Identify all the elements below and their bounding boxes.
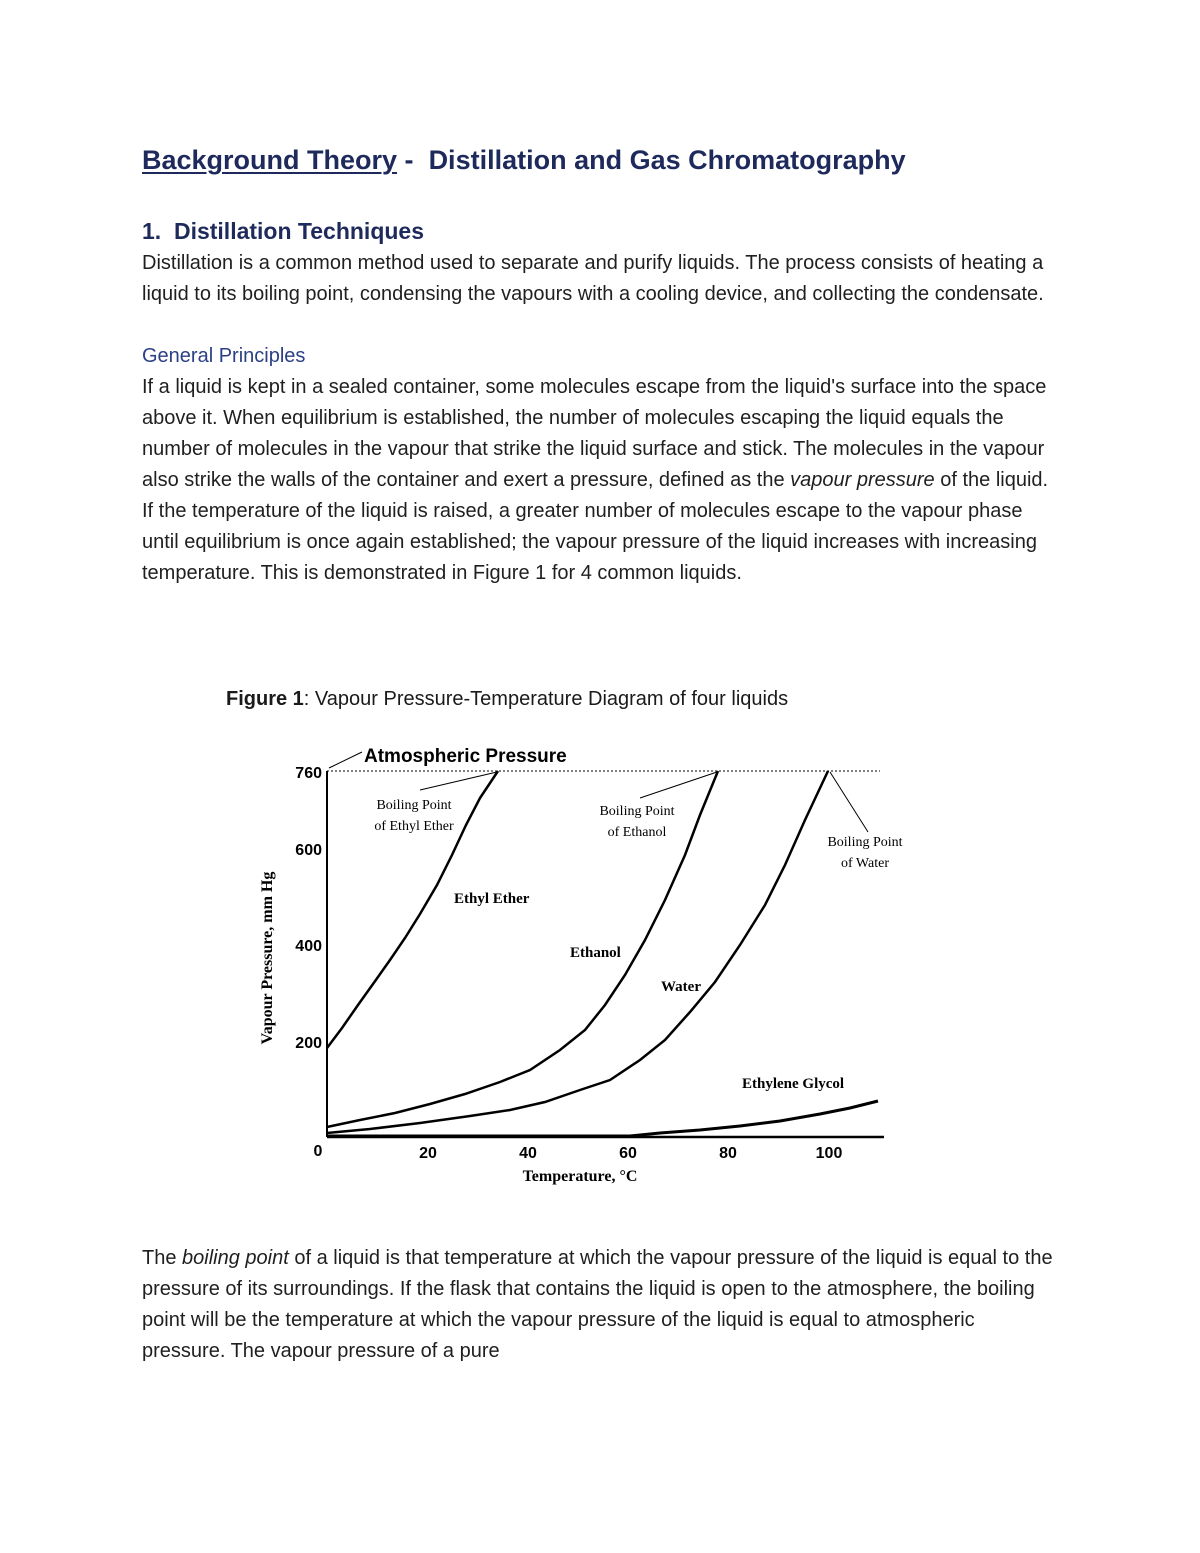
boiling-point-section: [142, 1243, 1062, 1367]
ethylene-glycol-series-label: Ethylene Glycol: [742, 1076, 845, 1092]
ethylene-glycol-curve: [327, 1101, 878, 1136]
atmospheric-label: Atmospheric Pressure: [364, 746, 567, 767]
y-axis-label: Vapour Pressure, mm Hg: [259, 871, 276, 1045]
title-separator: -: [397, 145, 422, 175]
bp-ether-label-2: of Ethyl Ether: [374, 819, 454, 834]
figure-label: Figure 1: [226, 688, 304, 710]
bp-ether-label-1: Boiling Point: [376, 798, 452, 813]
figure-caption: [142, 684, 1062, 714]
x-tick-20: 20: [419, 1145, 437, 1162]
page-title: [142, 138, 1062, 182]
vapour-pressure-chart: [240, 738, 920, 1198]
x-axis-label: Temperature, °C: [522, 1168, 638, 1185]
text-run: If a liquid is kept in a sealed container, some molecules escape from the liquid's surface into the space above it. When equilibrium is established, the number of molecules escaping the liquid equals the number of molecules in the vapour that strike the liquid surface and stick. The molecules in the vapour also strike the walls of the container and exert a pressure, defined as the: [142, 376, 1047, 491]
title-underlined: Background Theory: [142, 145, 398, 175]
ethyl-ether-series-label: Ethyl Ether: [454, 891, 530, 907]
y-tick-600: 600: [295, 842, 322, 859]
principles-paragraph: [142, 372, 1062, 589]
text-run: The: [142, 1247, 183, 1269]
y-tick-760: 760: [295, 765, 322, 782]
x-tick-100: 100: [815, 1145, 843, 1162]
bp-ether-pointer: [420, 772, 497, 790]
figure-caption-text: : Vapour Pressure-Temperature Diagram of four liquids: [303, 688, 789, 710]
text-run: of the liquid. If the temperature of the liquid is raised, a greater number of molecules escape to the vapour phase until equilibrium is once again established; the vapour pressure of the liquid increases with increasing temperature. This is demonstrated in Figure 1 for 4 common liquids.: [142, 469, 1049, 584]
title-rest: Distillation and Gas Chromatography: [428, 145, 906, 175]
ethanol-series-label: Ethanol: [570, 945, 621, 961]
document-page: [142, 138, 1062, 710]
x-tick-40: 40: [519, 1145, 537, 1162]
bp-ethanol-label-2: of Ethanol: [607, 825, 667, 840]
x-tick-60: 60: [619, 1145, 637, 1162]
boiling-point-paragraph: [142, 1243, 1062, 1367]
bp-ethanol-pointer: [640, 772, 717, 798]
atmospheric-pointer: [329, 752, 362, 768]
y-tick-400: 400: [295, 938, 322, 955]
bp-water-label-1: Boiling Point: [827, 835, 903, 850]
text-run: of a liquid is that temperature at which the vapour pressure of the liquid is equal to the pressure of its surroundings. If the flask that contains the liquid is open to the atmosphere, the boiling point will be the temperature at which the vapour pressure of the liquid is equal to atmospheric pressure. The vapour pressure of a pure: [142, 1247, 1053, 1362]
emphasis-term: boiling point: [182, 1247, 289, 1269]
x-tick-80: 80: [719, 1145, 737, 1162]
subsection-heading: General Principles: [142, 345, 306, 367]
section-heading: 1. Distillation Techniques: [142, 218, 425, 244]
intro-paragraph: Distillation is a common method used to separate and purify liquids. The process consists of heating a liquid to its boiling point, condensing the vapours with a cooling device, and collecting the condensate.: [142, 252, 1044, 305]
bp-water-pointer: [830, 772, 868, 832]
water-series-label: Water: [661, 979, 701, 995]
y-tick-200: 200: [295, 1035, 322, 1052]
x-tick-0: 0: [313, 1143, 323, 1160]
emphasis-term: vapour pressure: [790, 469, 935, 491]
bp-water-label-2: of Water: [841, 856, 889, 871]
bp-ethanol-label-1: Boiling Point: [599, 804, 675, 819]
